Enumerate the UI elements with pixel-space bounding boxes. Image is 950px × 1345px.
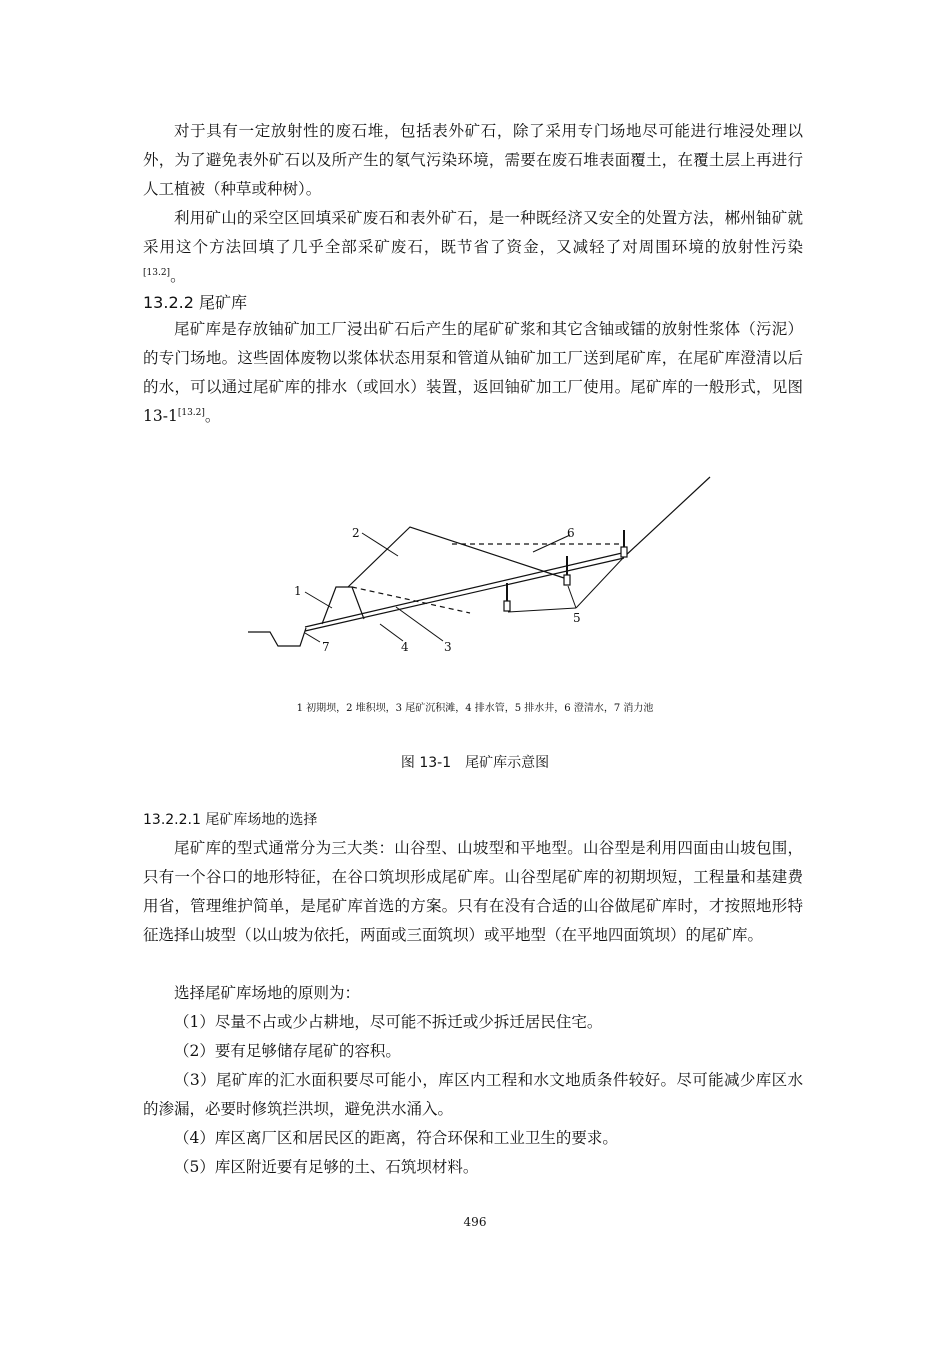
section-heading: 13.2.2 尾矿库: [143, 293, 247, 312]
label-drainage-well: 5: [573, 611, 581, 625]
list-item: （1）尽量不占或少占耕地，尽可能不拆迁或少拆迁居民住宅。: [174, 1013, 603, 1031]
figure-caption: 图 13-1 尾矿库示意图: [400, 755, 550, 771]
paragraph-end: 。: [204, 407, 221, 425]
label-stilling-basin: 7: [322, 640, 330, 654]
stacked-dam: [348, 527, 564, 587]
list-item: （2）要有足够储存尾矿的容积。: [174, 1042, 401, 1060]
list-item: （5）库区附近要有足够的土、石筑坝材料。: [174, 1158, 479, 1176]
drainage-well: [504, 601, 510, 611]
label-drainage-pipe: 4: [401, 640, 409, 654]
paragraph-text: 尾矿库的型式通常分为三大类：山谷型、山坡型和平地型。山谷型是利用四面由山坡包围，只有一个谷口的地形特征，在谷口筑坝形成尾矿库。山谷型尾矿库的初期坝短，工程量和基建费用省，管理维护简单，是尾矿库首选的方案。只有在没有合适的山谷做尾矿库时，才按照地形特征选择山坡型（以山坡为依托，两面或三面筑坝）或平地型（在平地四面筑坝）的尾矿库。: [143, 839, 803, 944]
paragraph-principles: [143, 979, 803, 1008]
reference-mark: [13.2]: [143, 267, 171, 278]
paragraph-tailings-pond: [143, 315, 803, 431]
leader-line-5b: [568, 586, 576, 608]
figure-legend: 1 初期坝，2 堆积坝，3 尾矿沉积滩，4 排水管，5 排水井，6 澄清水，7 消力池: [296, 703, 654, 714]
subsection-heading: 13.2.2.1 尾矿库场地的选择: [143, 812, 318, 828]
list-item: （3）尾矿库的汇水面积要尽可能小，库区内工程和水文地质条件较好。尽可能减少库区水的渗漏，必要时修筑拦洪坝，避免洪水涌入。: [143, 1071, 803, 1118]
stilling-basin-outline: [248, 628, 306, 646]
paragraph-text: 尾矿库是存放铀矿加工厂浸出矿石后产生的尾矿矿浆和其它含铀或镭的放射性浆体（污泥）的专门场地。这些固体废物以浆体状态用泵和管道从铀矿加工厂送到尾矿库，在尾矿库澄清以后的水，可以通过尾矿库的排水（或回水）装置，返回铀矿加工厂使用。尾矿库的一般形式，见图 13-1: [143, 320, 803, 425]
paragraph-end: 。: [170, 267, 186, 285]
paragraph-text: 利用矿山的采空区回填采矿废石和表外矿石，是一种既经济又安全的处置方法，郴州铀矿就采用这个方法回填了几乎全部采矿废石，既节省了资金，又减轻了对周围环境的放射性污染: [143, 209, 803, 256]
reference-mark: [13.2]: [177, 407, 205, 418]
tailings-beach-dashed: [352, 587, 470, 613]
label-tailings-beach: 3: [444, 640, 452, 654]
leader-line-5a: [508, 608, 576, 612]
label-clarified-water: 6: [567, 526, 575, 540]
drainage-well: [564, 575, 570, 585]
label-stacked-dam: 2: [352, 526, 360, 540]
drainage-well: [621, 547, 627, 557]
paragraph-waste-rock: [143, 117, 803, 204]
leader-line-1: [305, 592, 332, 608]
paragraph-pond-types: [143, 834, 803, 950]
hillside-line: [624, 477, 710, 557]
leader-line-7: [305, 633, 320, 642]
page-number: 496: [463, 1215, 487, 1229]
label-initial-dam: 1: [294, 584, 302, 598]
paragraph-text: 选择尾矿库场地的原则为：: [174, 984, 361, 1002]
list-item: （4）库区离厂区和居民区的距离，符合环保和工业卫生的要求。: [174, 1129, 618, 1147]
leader-line-4: [380, 624, 403, 641]
tailings-pond-diagram: [0, 460, 950, 670]
leader-line-5c: [576, 557, 624, 608]
paragraph-text: 对于具有一定放射性的废石堆，包括表外矿石，除了采用专门场地尽可能进行堆浸处理以外，为了避免表外矿石以及所产生的氡气污染环境，需要在废石堆表面覆土，在覆土层上再进行人工植被（种草或种树）。: [143, 122, 803, 198]
leader-line-3: [396, 607, 443, 641]
paragraph-backfill: [143, 204, 803, 291]
